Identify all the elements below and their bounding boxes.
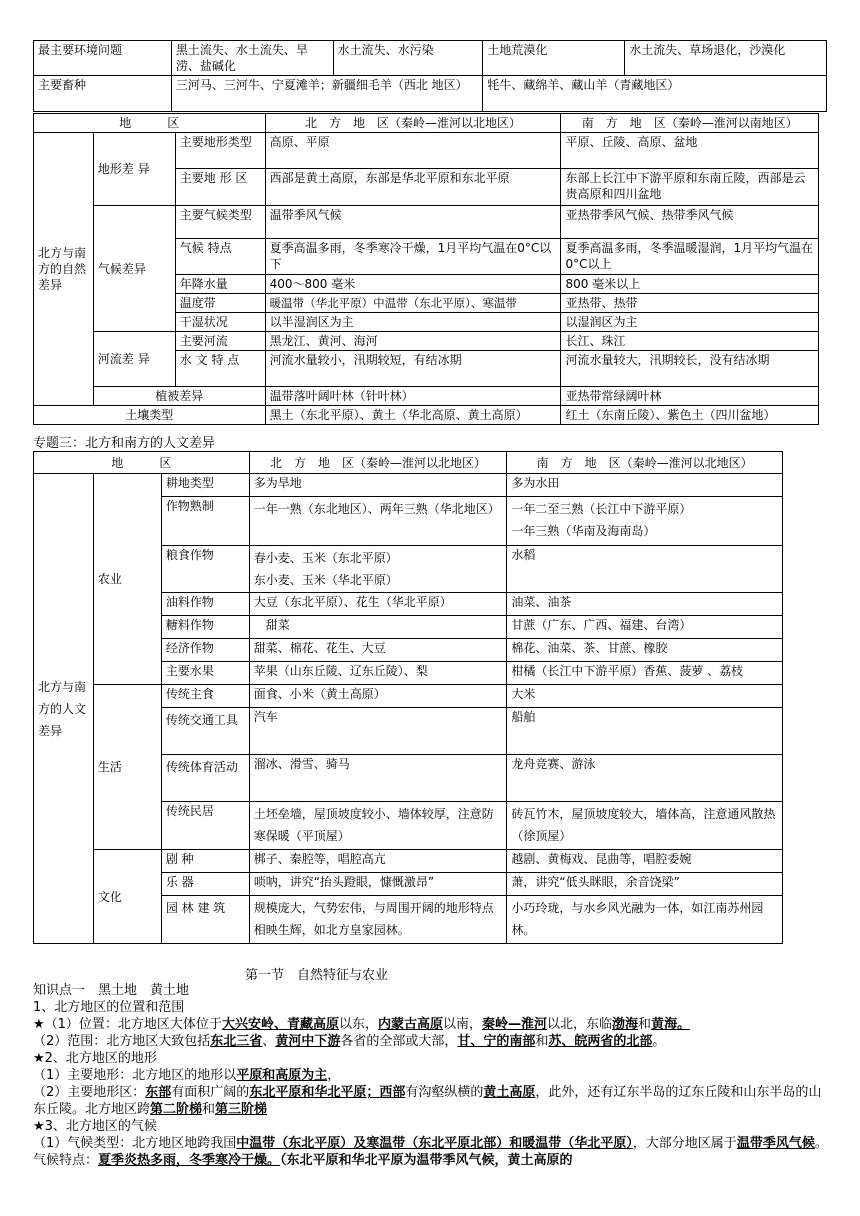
cell: 黑土流失、水土流失、旱涝、盐碱化 <box>171 41 333 76</box>
south-cell: 长江、珠江 <box>561 332 819 351</box>
north-cell: 甜菜 <box>249 616 507 639</box>
text: 大兴安岭、青藏高原 <box>221 1017 339 1032</box>
south-cell: 亚热带、热带 <box>561 294 819 313</box>
text: 东部 <box>145 1085 172 1100</box>
environment-table <box>33 40 827 112</box>
south-cell: 油菜、油茶 <box>507 593 783 616</box>
item-label: 主要气候类型 <box>175 206 265 239</box>
side-label: 北方与南方的自然差异 <box>34 133 94 406</box>
heading-climate: ★3、北方地区的气候 <box>33 1119 157 1134</box>
south-cell: 甘蔗（广东、广西、福建、台湾） <box>507 616 783 639</box>
text: 有面积广阔的 <box>171 1085 250 1100</box>
text: 有沟壑纵横的 <box>405 1085 484 1100</box>
south-cell: 船舶 <box>507 708 783 755</box>
north-cell: 规模庞大，气势宏伟，与周围开阔的地形特点相映生辉，如北方皇家园林。 <box>249 896 507 944</box>
south-cell: 棉花、油菜、茶、甘蔗、橡胶 <box>507 639 783 662</box>
south-cell: 龙舟竞赛、游泳 <box>507 755 783 802</box>
text: 中温带（东北平原）及寒温带（东北平原北部）和暖温带（华北平原） <box>236 1136 633 1151</box>
south-cell: 多为水田 <box>507 474 783 497</box>
text: 东北平原和华北平原； <box>249 1085 380 1100</box>
text: 温带季风气候 <box>736 1136 815 1151</box>
item-label: 传统体育活动 <box>161 755 249 802</box>
south-cell: 小巧玲珑，与水乡风光融为一体，如江南苏州园林。 <box>507 896 783 944</box>
south-cell: 东部上长江中下游平原和东南丘陵，西部是云贵高原和四川盆地 <box>561 169 819 206</box>
heading-terrain: ★2、北方地区的地形 <box>33 1051 157 1066</box>
group-label: 气候差异 <box>93 206 175 332</box>
south-cell: 柑橘（长江中下游平原）香蕉、菠萝 、荔枝 <box>507 662 783 685</box>
label-livestock: 主要畜种 <box>34 76 172 112</box>
north-cell: 春小麦、玉米（东北平原） 东小麦、玉米（华北平原） <box>249 546 507 593</box>
text: 苏、皖两省的北部 <box>548 1034 653 1049</box>
section-body <box>33 982 833 1169</box>
item-label: 主要河流 <box>175 332 265 351</box>
south-cell: 亚热带季风气候、热带季风气候 <box>561 206 819 239</box>
text: 西部 <box>379 1085 406 1100</box>
text: （1）气候类型：北方地区地跨我国 <box>33 1136 237 1151</box>
group-label: 地形差 异 <box>93 133 175 206</box>
knowledge-point-title: 知识点一 黑土地 黄土地 <box>33 983 190 998</box>
paragraph-terrain-regions <box>33 1084 833 1118</box>
north-cell: 温带落叶阔叶林（针叶林） <box>265 387 561 406</box>
north-cell: 温带季风气候 <box>265 206 561 239</box>
item-label: 园 林 建 筑 <box>161 896 249 944</box>
north-cell: 黑土（东北平原）、黄土（华北高原、黄土高原） <box>265 406 561 425</box>
north-cell: 苹果（山东丘陵、辽东丘陵）、梨 <box>249 662 507 685</box>
label-environment-problem: 最主要环境问题 <box>34 41 172 76</box>
north-cell: 多为旱地 <box>249 474 507 497</box>
text: 第二阶梯 <box>150 1102 203 1117</box>
north-cell: 黑龙江、黄河、海河 <box>265 332 561 351</box>
north-cell: 梆子、秦腔等，唱腔高亢 <box>249 850 507 873</box>
north-cell: 一年一熟（东北地区）、两年三熟（华北地区） <box>249 497 507 546</box>
south-cell: 越剧、黄梅戏、昆曲等，唱腔委婉 <box>507 850 783 873</box>
text: 渤海 <box>612 1017 639 1032</box>
cell: 三河马、三河牛、宁夏滩羊；新疆细毛羊（西北 地区） <box>171 76 483 112</box>
item-label: 糖料作物 <box>161 616 249 639</box>
paragraph-position <box>33 1016 833 1033</box>
north-cell: 400～800 毫米 <box>265 275 561 294</box>
header-north: 北 方 地 区（秦岭—淮河以北地区） <box>265 114 561 133</box>
north-cell: 高原、平原 <box>265 133 561 169</box>
header-north: 北 方 地 区（秦岭—淮河以北地区） <box>249 452 507 474</box>
paragraph-range <box>33 1033 833 1050</box>
north-cell: 以半湿润区为主 <box>265 313 561 332</box>
item-label: 主要地形类型 <box>175 133 265 169</box>
item-label: 耕地类型 <box>161 474 249 497</box>
side-label: 北方与南方的人文差异 <box>34 474 94 944</box>
paragraph-main-terrain <box>33 1067 833 1084</box>
south-cell: 萧，讲究“低头眯眼，余音饶梁” <box>507 873 783 896</box>
item-label: 粮食作物 <box>161 546 249 593</box>
text: 黄土高原 <box>483 1085 536 1100</box>
item-label: 温度带 <box>175 294 265 313</box>
text: 和 <box>535 1034 549 1049</box>
header-region: 地 区 <box>34 452 250 474</box>
text: ★（1）位置：北方地区大体位于 <box>33 1017 222 1032</box>
south-cell: 800 毫米以上 <box>561 275 819 294</box>
topic3-title: 专题三：北方和南方的人文差异 <box>33 436 216 451</box>
header-south: 南 方 地 区（秦岭—淮河以南地区） <box>561 114 819 133</box>
item-label: 油料作物 <box>161 593 249 616</box>
item-label: 乐 器 <box>161 873 249 896</box>
cell: 水土流失、草场退化，沙漠化 <box>625 41 827 76</box>
item-label: 剧 种 <box>161 850 249 873</box>
item-label: 传统民居 <box>161 802 249 850</box>
text: （2）范围：北方地区大致包括 <box>33 1034 211 1049</box>
text: 平原和高原为主 <box>236 1068 328 1083</box>
item-label: 水 文 特 点 <box>175 351 265 387</box>
north-cell: 暖温带（华北平原）中温带（东北平原）、寒温带 <box>265 294 561 313</box>
group-agriculture: 农业 <box>93 474 161 685</box>
south-cell: 亚热带常绿阔叶林 <box>561 387 819 406</box>
south-cell: 河流水量较大，汛期较长，没有结冰期 <box>561 351 819 387</box>
south-cell: 大米 <box>507 685 783 708</box>
text: 内蒙古高原 <box>377 1017 443 1032</box>
text: 以东， <box>338 1017 378 1032</box>
text: 以北，东临 <box>547 1017 613 1032</box>
text: 第三阶梯 <box>215 1102 268 1117</box>
item-label: 气候 特点 <box>175 239 265 275</box>
text: 夏季炎热多雨，冬季寒冷干燥。 <box>98 1153 281 1168</box>
item-label: 年降水量 <box>175 275 265 294</box>
north-cell: 土坯垒墙，屋顶坡度较小、墙体较厚，注意防寒保暖（平顶屋） <box>249 802 507 850</box>
paragraph-climate-type <box>33 1135 833 1169</box>
text: （2）主要地形区： <box>33 1085 146 1100</box>
text: 以南， <box>442 1017 482 1032</box>
item-label: 经济作物 <box>161 639 249 662</box>
north-cell: 大豆（东北平原）、花生（华北平原） <box>249 593 507 616</box>
heading-position-range: 1、北方地区的位置和范围 <box>33 1000 185 1015</box>
north-cell: 河流水量较小，汛期较短，有结冰期 <box>265 351 561 387</box>
text: 和 <box>638 1017 652 1032</box>
text: 各省的全部或大部， <box>340 1034 458 1049</box>
south-cell: 平原、丘陵、高原、盆地 <box>561 133 819 169</box>
north-cell: 唢呐，讲究“抬头蹬眼，慷慨激昂” <box>249 873 507 896</box>
header-region: 地 区 <box>34 114 266 133</box>
text: 。 <box>652 1034 666 1049</box>
cell: 牦牛、藏绵羊、藏山羊（青藏地区） <box>483 76 827 112</box>
text: 黄海。 <box>651 1017 691 1032</box>
north-cell: 面食、小米（黄土高原） <box>249 685 507 708</box>
group-label: 土壤类型 <box>34 406 266 425</box>
text: ， <box>327 1068 341 1083</box>
human-difference-table <box>33 451 783 944</box>
text: 东北三省 <box>210 1034 263 1049</box>
item-label: 主要水果 <box>161 662 249 685</box>
cell: 土地荒漠化 <box>483 41 625 76</box>
text: ，大部分地区属于 <box>632 1136 737 1151</box>
group-label: 河流差 异 <box>93 332 175 387</box>
header-south: 南 方 地 区（秦岭—淮河以北地区） <box>507 452 783 474</box>
item-label: 干湿状况 <box>175 313 265 332</box>
cell: 水土流失、水污染 <box>333 41 483 76</box>
text: 。气候特点： <box>33 1136 828 1168</box>
text: 黄河中下游 <box>275 1034 341 1049</box>
item-label: 传统主食 <box>161 685 249 708</box>
north-cell: 溜冰、滑雪、骑马 <box>249 755 507 802</box>
south-cell: 砖瓦竹木，屋顶坡度较大，墙体高，注意通风散热（徐顶屋） <box>507 802 783 850</box>
text: 、 <box>262 1034 276 1049</box>
text: （东北平原和华北平原为温带季风气候，黄土高原的 <box>280 1153 573 1168</box>
text: （1）主要地形：北方地区的地形以 <box>33 1068 237 1083</box>
north-cell: 西部是黄土高原，东部是华北平原和东北平原 <box>265 169 561 206</box>
text: 秦岭—淮河 <box>482 1017 548 1032</box>
text: 和 <box>202 1102 216 1117</box>
south-cell: 夏季高温多雨，冬季温暖湿润，1月平均气温在0°C以上 <box>561 239 819 275</box>
item-label: 传统交通工具 <box>161 708 249 755</box>
south-cell: 以湿润区为主 <box>561 313 819 332</box>
south-cell: 一年二至三熟（长江中下游平原） 一年三熟（华南及海南岛） <box>507 497 783 546</box>
group-culture: 文化 <box>93 850 161 944</box>
item-label: 主要地 形 区 <box>175 169 265 206</box>
north-cell: 汽车 <box>249 708 507 755</box>
north-cell: 甜菜、棉花、花生、大豆 <box>249 639 507 662</box>
text: ，此外，还有辽东半岛的辽东丘陵和山东半岛的山东丘陵。北方地区跨 <box>33 1085 822 1117</box>
item-label: 作物熟制 <box>161 497 249 546</box>
south-cell: 红土（东南丘陵）、紫色土（四川盆地） <box>561 406 819 425</box>
section-title: 第一节 自然特征与农业 <box>245 968 389 983</box>
group-life: 生活 <box>93 685 161 850</box>
north-cell: 夏季高温多雨，冬季寒冷干燥，1月平均气温在0°C以下 <box>265 239 561 275</box>
south-cell: 水稻 <box>507 546 783 593</box>
natural-difference-table <box>33 113 819 425</box>
group-label: 植被差异 <box>93 387 265 406</box>
text: 甘、宁的南部 <box>457 1034 536 1049</box>
